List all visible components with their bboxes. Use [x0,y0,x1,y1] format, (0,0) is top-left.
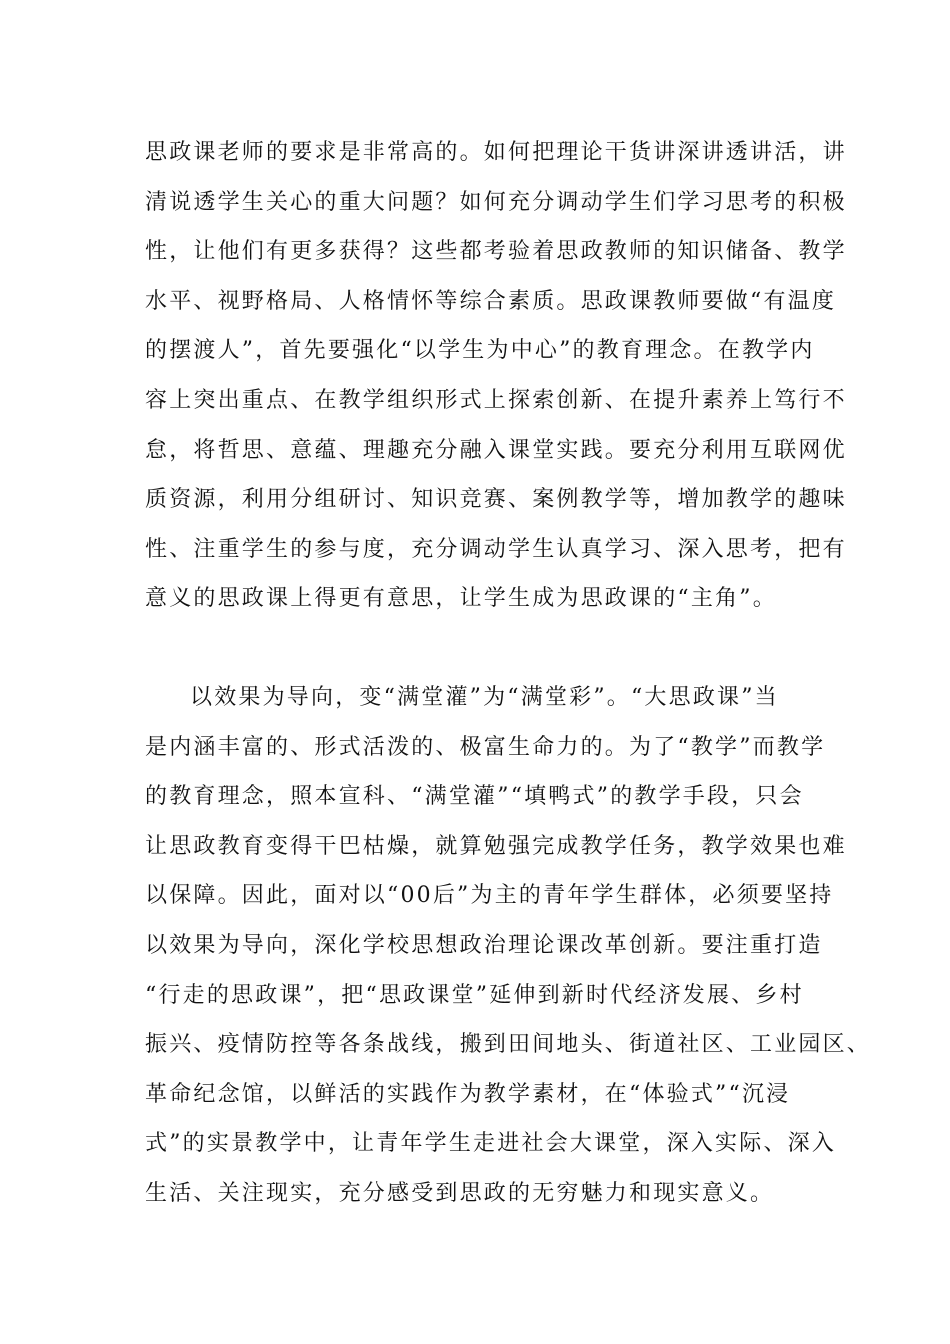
paragraph-line: 意义的思政课上得更有意思，让学生成为思政课的“主角”。 [145,586,777,612]
paragraph-1 [145,128,847,624]
paragraph-line: 质资源，利用分组研讨、知识竞赛、案例教学等，增加教学的趣味 [145,487,847,513]
paragraph-line: 让思政教育变得干巴枯燥，就算勉强完成教学任务，教学效果也难 [145,833,847,859]
paragraph-line: 性、注重学生的参与度，充分调动学生认真学习、深入思考，把有 [145,536,847,562]
paragraph-first-line: 以效果为导向，变“满堂灌”为“满堂彩”。“大思政课”当 [190,685,779,710]
paragraph-line: 振兴、疫情防控等各条战线，搬到田间地头、街道社区、工业园区、 [145,1032,872,1058]
paragraph-line: 生活、关注现实，充分感受到思政的无穷魅力和现实意义。 [145,1180,775,1206]
paragraph-line: 是内涵丰富的、形式活泼的、极富生命力的。为了“教学”而教学 [145,734,826,760]
paragraph-line: 清说透学生关心的重大问题？如何充分调动学生们学习思考的积极 [145,189,847,215]
paragraph-line: 以保障。因此，面对以“00后”为主的青年学生群体，必须要坚持 [145,883,834,909]
paragraph-line: 革命纪念馆，以鲜活的实践作为教学素材，在“体验式”“沉浸 [145,1081,791,1107]
paragraph-line: 水平、视野格局、人格情怀等综合素质。思政课教师要做“有温度 [145,288,837,314]
paragraph-line: 的摆渡人”，首先要强化“以学生为中心”的教育理念。在教学内 [145,338,815,364]
paragraph-line: 怠，将哲思、意蕴、理趣充分融入课堂实践。要充分利用互联网优 [145,437,847,463]
paragraph-line: 式”的实景教学中，让青年学生走进社会大课堂，深入实际、深入 [145,1131,837,1157]
paragraph-line: 容上突出重点、在教学组织形式上探索创新、在提升素养上笃行不 [145,387,847,413]
paragraph-line: “行走的思政课”，把“思政课堂”延伸到新时代经济发展、乡村 [145,982,804,1008]
paragraph-line: 思政课老师的要求是非常高的。如何把理论干货讲深讲透讲活，讲 [145,140,847,165]
paragraph-2 [145,673,872,1219]
paragraph-line: 的教育理念，照本宣科、“满堂灌”“填鸭式”的教学手段，只会 [145,784,804,810]
paragraph-line: 性，让他们有更多获得？这些都考验着思政教师的知识储备、教学 [145,239,847,265]
paragraph-line: 以效果为导向，深化学校思想政治理论课改革创新。要注重打造 [145,932,823,958]
